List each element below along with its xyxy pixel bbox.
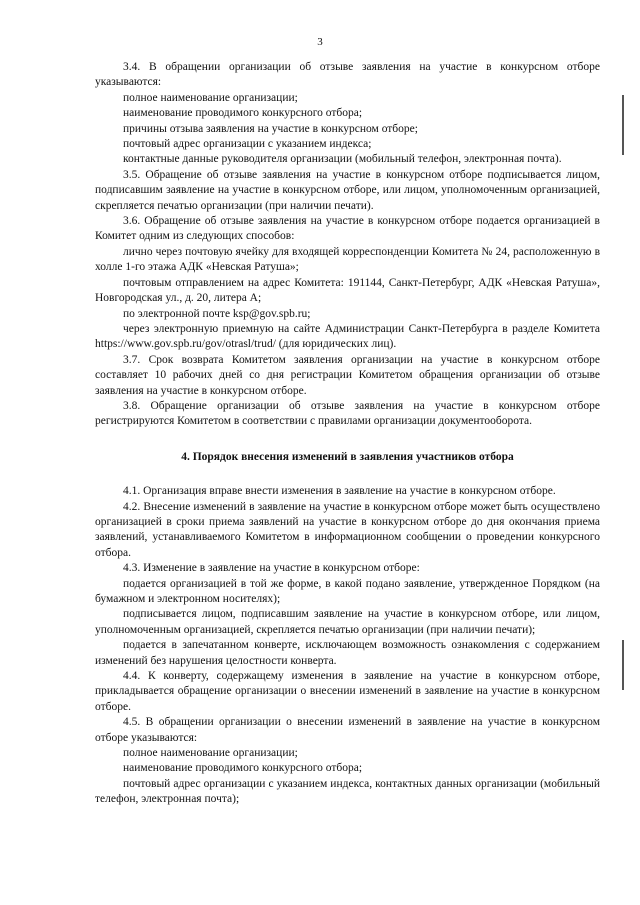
list-item: полное наименование организации; <box>123 91 298 104</box>
list-item: почтовый адрес организации с указанием индекса; <box>123 138 372 151</box>
scan-edge-mark <box>622 640 624 690</box>
paragraph: 4.3. Изменение в заявление на участие в конкурсном отборе: <box>123 562 420 575</box>
paragraph: 4.2. Внесение изменений в заявление на участие в конкурсном отборе может быть осуществлено организацией в сроки приема заявлений на участие в конкурсном отборе до дня окончания приема заявлений, устанавливаемого Комитетом в информационном сообщении о проведении конкурсного отбора. <box>95 500 600 559</box>
paragraph: 3.8. Обращение организации об отзыве заявления на участие в конкурсном отборе регистрируются Комитетом в соответствии с правилами организации документооборота. <box>95 399 600 428</box>
list-item: подается в запечатанном конверте, исключающем возможность ознакомления с содержанием изменений без нарушения целостности конверта. <box>95 639 600 667</box>
list-item: наименование проводимого конкурсного отбора; <box>123 107 363 120</box>
scan-edge-mark <box>622 95 624 155</box>
list-item: наименование проводимого конкурсного отбора; <box>123 762 363 775</box>
paragraph: 4.5. В обращении организации о внесении изменений в заявление на участие в конкурсном отборе указываются: <box>95 716 600 744</box>
list-item: лично через почтовую ячейку для входящей корреспонденции Комитета № 24, расположенную в холле 1-го этажа АДК «Невская Ратуша»; <box>95 245 600 274</box>
list-item: через электронную приемную на сайте Администрации Санкт-Петербурга в разделе Комитета https://www.gov.spb.ru/gov/otrasl/trud/ (для юридических лиц). <box>95 322 600 351</box>
list-item: подписывается лицом, подписавшим заявление на участие в конкурсном отборе, или лицом, уполномоченным организацией, скрепляется печатью организации (при наличии печати); <box>95 608 600 636</box>
list-item: причины отзыва заявления на участие в конкурсном отборе; <box>123 122 418 135</box>
list-item: почтовым отправлением на адрес Комитета: 191144, Санкт-Петербург, АДК «Невская Ратуша», Новгородская ул., д. 20, литера А; <box>95 276 600 305</box>
list-item: контактные данные руководителя организации (мобильный телефон, электронная почта). <box>123 153 562 166</box>
paragraph: 4.1. Организация вправе внести изменения в заявление на участие в конкурсном отборе. <box>123 485 556 498</box>
list-item: подается организацией в той же форме, в какой подано заявление, утвержденное Порядком (на бумажном и электронном носителях); <box>95 577 600 605</box>
paragraph: 3.5. Обращение об отзыве заявления на участие в конкурсном отборе подписывается лицом, подписавшим заявление на участие в конкурсном отборе, или лицом, уполномоченным организацией, скрепляется печатью организации (при наличии печати). <box>95 168 600 212</box>
paragraph: 3.6. Обращение об отзыве заявления на участие в конкурсном отборе подается организацией в Комитет одним из следующих способов: <box>95 215 600 243</box>
paragraph: 4.4. К конверту, содержащему изменения в заявление на участие в конкурсном отборе, прикладывается обращение организации о внесении изменений в заявление на участие в конкурсном отборе. <box>95 670 600 713</box>
paragraph: 3.7. Срок возврата Комитетом заявления организации на участие в конкурсном отборе составляет 10 рабочих дней со дня регистрации Комитетом обращения организации об отзыве заявления на участие в конкурсном отборе. <box>95 353 600 397</box>
list-item: по электронной почте ksp@gov.spb.ru; <box>123 307 311 320</box>
page-number: 3 <box>317 36 323 48</box>
list-item: почтовый адрес организации с указанием индекса, контактных данных организации (мобильный телефон, электронная почта); <box>95 777 600 806</box>
document-body <box>95 60 600 808</box>
list-item: полное наименование организации; <box>123 747 298 760</box>
section-heading: 4. Порядок внесения изменений в заявления участников отбора <box>181 450 514 463</box>
paragraph: 3.4. В обращении организации об отзыве заявления на участие в конкурсном отборе указываются: <box>95 61 600 89</box>
